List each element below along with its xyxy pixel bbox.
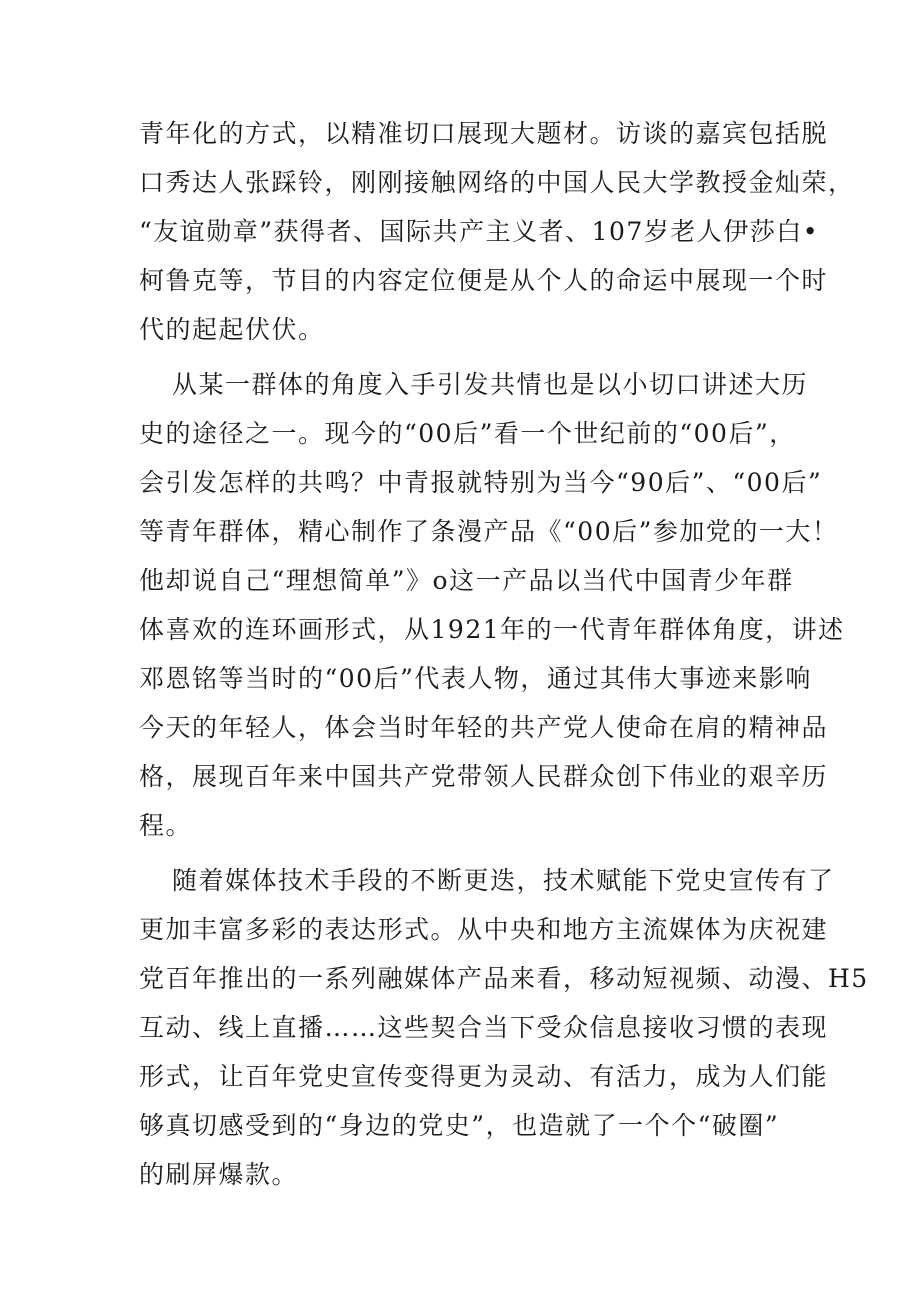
text-line: 的刷屏爆款。 [139, 1160, 299, 1189]
text-line: 代的起起伏伏。 [139, 315, 325, 344]
text-line: 口秀达人张踩铃，刚刚接触网络的中国人民大学教授金灿荣， [139, 168, 855, 197]
text-line: 柯鲁克等，节目的内容定位便是从个人的命运中展现一个时 [139, 266, 829, 295]
text-line: 青年化的方式，以精准切口展现大题材。访谈的嘉宾包括脱 [139, 119, 829, 148]
text-line: 形式，让百年党史宣传变得更为灵动、有活力，成为人们能 [139, 1062, 829, 1091]
text-line: 程。 [139, 811, 193, 840]
text-line: 更加丰富多彩的表达形式。从中央和地方主流媒体为庆祝建 [139, 915, 829, 944]
text-line: 等青年群体，精心制作了条漫产品《“00后”参加党的一大！ [139, 517, 839, 546]
text-line: 会引发怎样的共鸣？中青报就特别为当今“90后”、“00后” [139, 468, 823, 497]
text-line: 随着媒体技术手段的不断更迭，技术赋能下党史宣传有了 [172, 866, 835, 895]
text-line: “友谊勋章”获得者、国际共产主义者、107岁老人伊莎白• [139, 217, 820, 246]
text-line: 够真切感受到的“身边的党史”，也造就了一个个“破圈” [139, 1111, 780, 1140]
text-line: 从某一群体的角度入手引发共情也是以小切口讲述大历 [172, 370, 809, 399]
text-line: 格，展现百年来中国共产党带领人民群众创下伟业的艰辛历 [139, 762, 829, 791]
text-line: 体喜欢的连环画形式，从1921年的一代青年群体角度，讲述 [139, 615, 845, 644]
text-line: 互动、线上直播……这些契合当下受众信息接收习惯的表现 [139, 1013, 829, 1042]
text-line: 党百年推出的一系列融媒体产品来看，移动短视频、动漫、H5 [139, 964, 869, 993]
text-line: 史的途径之一。现今的“00后”看一个世纪前的“00后”， [139, 419, 796, 448]
text-line: 今天的年轻人，体会当时年轻的共产党人使命在肩的精神品 [139, 713, 829, 742]
text-line: 他却说自己“理想简单”》o这一产品以当代中国青少年群 [139, 566, 794, 595]
text-line: 邓恩铭等当时的“00后”代表人物，通过其伟大事迹来影响 [139, 664, 812, 693]
